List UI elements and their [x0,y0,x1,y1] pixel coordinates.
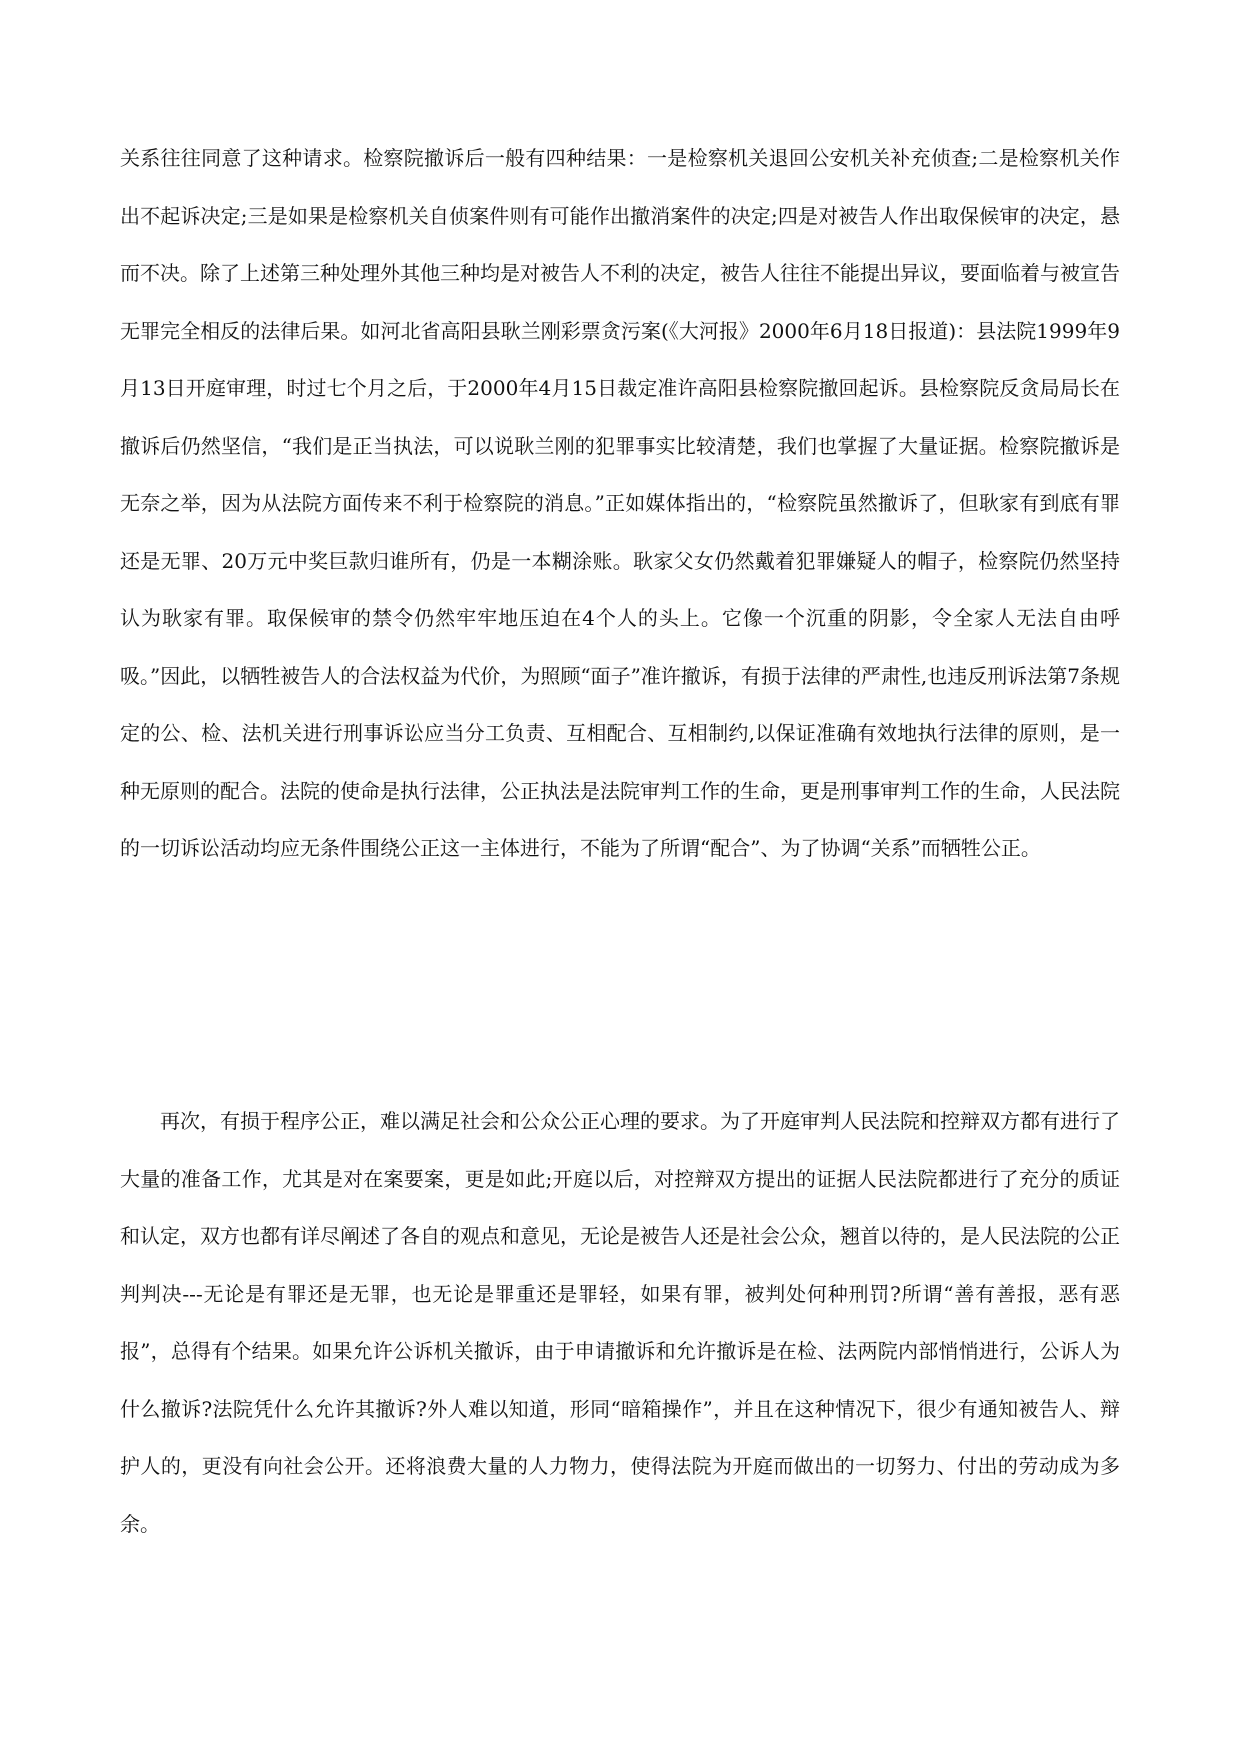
paragraph-2: 再次，有损于程序公正，难以满足社会和公众公正心理的要求。为了开庭审判人民法院和控辩双方都有进行了大量的准备工作，尤其是对在案要案，更是如此;开庭以后，对控辩双方提出的证据人民法院都进行了充分的质证和认定，双方也都有详尽阐述了各自的观点和意见，无论是被告人还是社会公众，翘首以待的，是人民法院的公正判判决---无论是有罪还是无罪，也无论是罪重还是罪轻，如果有罪，被判处何种刑罚?所谓“善有善报，恶有恶报”，总得有个结果。如果允许公诉机关撤诉，由于申请撤诉和允许撤诉是在检、法两院内部悄悄进行，公诉人为什么撤诉?法院凭什么允许其撤诉?外人难以知道，形同“暗箱操作”，并且在这种情况下，很少有通知被告人、辩护人的，更没有向社会公开。还将浪费大量的人力物力，使得法院为开庭而做出的一切努力、付出的劳动成为多余。 [120,1109,1120,1536]
paragraph-1: 关系往往同意了这种请求。检察院撤诉后一般有四种结果：一是检察机关退回公安机关补充侦查;二是检察机关作出不起诉决定;三是如果是检察机关自侦案件则有可能作出撤消案件的决定;四是对被告人作出取保候审的决定，悬而不决。除了上述第三种处理外其他三种均是对被告人不利的决定，被告人往往不能提出异议，要面临着与被宣告无罪完全相反的法律后果。如河北省高阳县耿兰刚彩票贪污案(《大河报》2000年6月18日报道)：县法院1999年9月13日开庭审理，时过七个月之后，于2000年4月15日裁定准许高阳县检察院撤回起诉。县检察院反贪局局长在撤诉后仍然坚信，“我们是正当执法，可以说耿兰刚的犯罪事实比较清楚，我们也掌握了大量证据。检察院撤诉是无奈之举，因为从法院方面传来不利于检察院的消息。”正如媒体指出的，“检察院虽然撤诉了，但耿家有到底有罪还是无罪、20万元中奖巨款归谁所有，仍是一本糊涂账。耿家父女仍然戴着犯罪嫌疑人的帽子，检察院仍然坚持认为耿家有罪。取保候审的禁令仍然牢牢地压迫在4个人的头上。它像一个沉重的阴影，令全家人无法自由呼吸。”因此，以牺牲被告人的合法权益为代价，为照顾“面子”准许撤诉，有损于法律的严肃性,也违反刑诉法第7条规定的公、检、法机关进行刑事诉讼应当分工负责、互相配合、互相制约,以保证准确有效地执行法律的原则，是一种无原则的配合。法院的使命是执行法律，公正执法是法院审判工作的生命，更是刑事审判工作的生命，人民法院的一切诉讼活动均应无条件围绕公正这一主体进行，不能为了所谓“配合”、为了协调“关系”而牺牲公正。 [120,146,1120,860]
